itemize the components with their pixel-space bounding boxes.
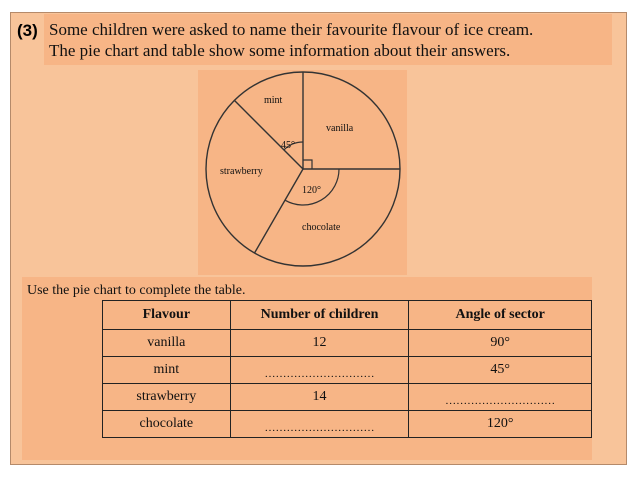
header-flavour: Flavour — [103, 301, 231, 330]
table-panel — [22, 277, 592, 460]
header-angle-of-sector: Angle of sector — [409, 301, 592, 330]
table-row — [103, 384, 592, 411]
cell-flavour: mint — [103, 357, 231, 384]
table-row — [103, 330, 592, 357]
header-number-of-children: Number of children — [230, 301, 409, 330]
answer-blank: ………………………… — [264, 368, 375, 380]
question-line-1: Some children were asked to name their favourite flavour of ice cream. — [49, 20, 534, 39]
pie-label-mint: mint — [264, 95, 283, 106]
pie-label-chocolate: chocolate — [302, 222, 341, 233]
question-text-block — [44, 14, 612, 65]
cell-angle: 45° — [409, 357, 592, 384]
answer-blank: ………………………… — [445, 395, 556, 407]
table-row — [103, 411, 592, 438]
angle-label-chocolate: 120° — [302, 185, 321, 196]
angle-label-mint: 45° — [281, 140, 295, 151]
cell-angle-blank[interactable] — [409, 384, 592, 411]
cell-children-blank[interactable] — [230, 357, 409, 384]
cell-angle: 120° — [409, 411, 592, 438]
cell-angle: 90° — [409, 330, 592, 357]
pie-chart-panel — [198, 70, 407, 275]
table-instruction: Use the pie chart to complete the table. — [27, 283, 246, 298]
cell-children-blank[interactable] — [230, 411, 409, 438]
question-line-2: The pie chart and table show some information about their answers. — [49, 41, 511, 60]
cell-flavour: strawberry — [103, 384, 231, 411]
cell-children: 14 — [230, 384, 409, 411]
table-row — [103, 357, 592, 384]
table-header-row — [103, 301, 592, 330]
question-number: (3) — [17, 21, 38, 40]
pie-label-vanilla: vanilla — [326, 123, 354, 134]
cell-flavour: vanilla — [103, 330, 231, 357]
cell-children: 12 — [230, 330, 409, 357]
flavour-table — [102, 300, 592, 438]
pie-chart — [198, 70, 407, 275]
cell-flavour: chocolate — [103, 411, 231, 438]
answer-blank: ………………………… — [264, 422, 375, 434]
pie-label-strawberry: strawberry — [220, 166, 263, 177]
